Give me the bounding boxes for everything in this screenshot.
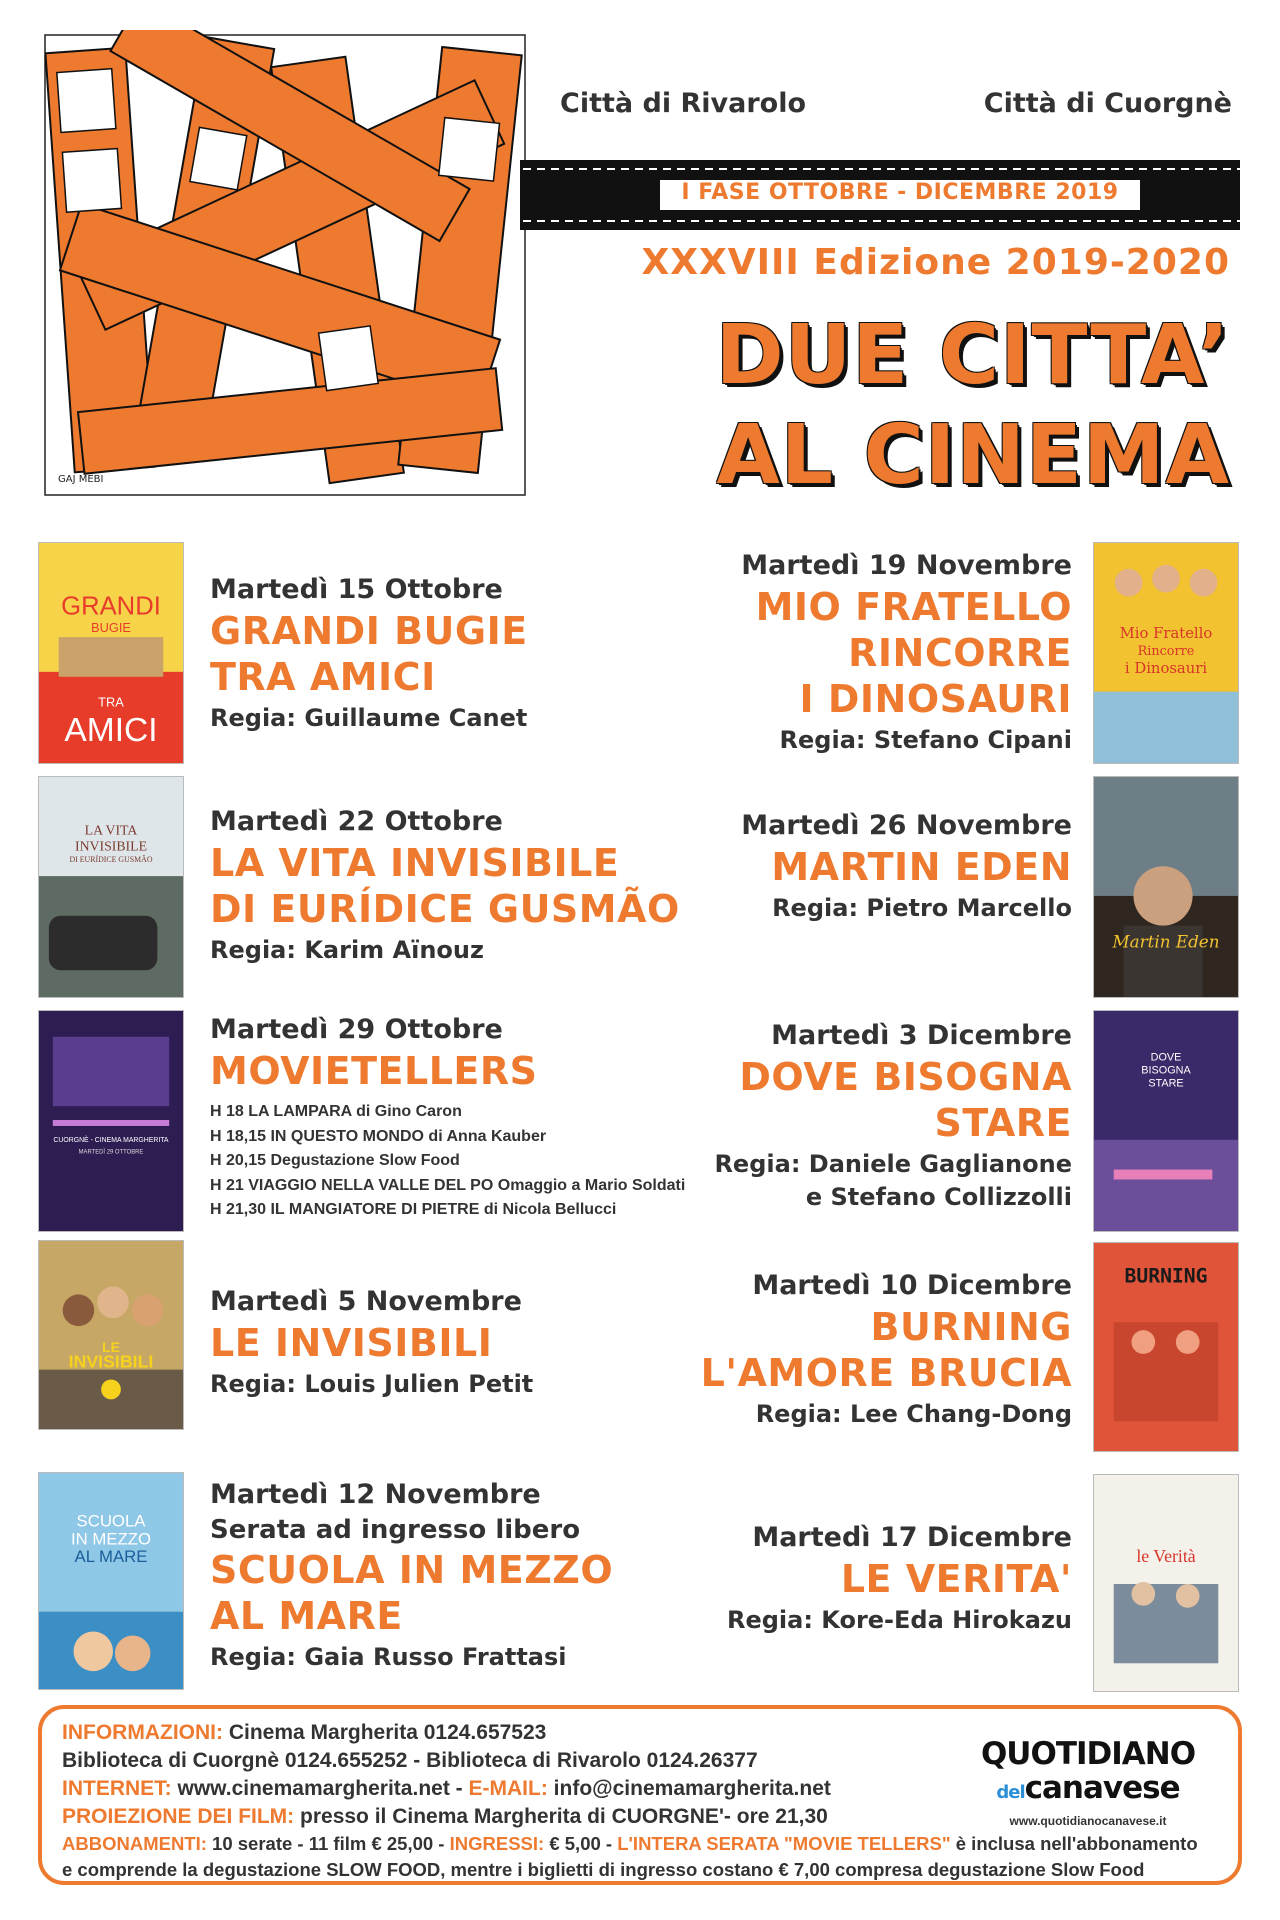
- city-rivarolo: Città di Rivarolo: [560, 88, 807, 119]
- film-director: Regia: Stefano Cipani: [779, 726, 1072, 754]
- poster-scuola-in-mezzo: [38, 1472, 184, 1690]
- film-director: Regia: Guillaume Canet: [210, 704, 528, 732]
- film-director: Regia: Louis Julien Petit: [210, 1370, 534, 1398]
- schedule-item: H 18 LA LAMPARA di Gino Caron: [210, 1103, 462, 1120]
- poster-stare-text: STARE: [1148, 1077, 1184, 1090]
- poster-euridice-text: DI EURÍDICE GUSMÃO: [69, 855, 153, 865]
- schedule-item: H 18,15 IN QUESTO MONDO di Anna Kauber: [210, 1127, 547, 1145]
- film-date: Martedì 12 Novembre: [210, 1479, 541, 1510]
- film-title: L'AMORE BRUCIA: [700, 1351, 1072, 1395]
- poster-invisibile-text: INVISIBILE: [74, 838, 148, 854]
- brand-url[interactable]: www.quotidianocanavese.it: [1009, 1814, 1167, 1828]
- poster-dove-text: DOVE: [1150, 1051, 1182, 1064]
- film-entry-vita-invisibile: [210, 804, 680, 967]
- poster-burning: [1093, 1242, 1239, 1452]
- info-line-libraries: Biblioteca di Cuorgnè 0124.655252 - Biblioteca di Rivarolo 0124.26377: [62, 1749, 758, 1772]
- poster-mio-fratello-text: Mio Fratello: [1119, 625, 1213, 643]
- film-title: I DINOSAURI: [799, 677, 1072, 721]
- schedule-item: H 21 VIAGGIO NELLA VALLE DEL PO Omaggio a Mario Soldati: [210, 1176, 686, 1194]
- film-entry-burning: [701, 1268, 1072, 1431]
- poster-vita-text: LA VITA: [84, 822, 138, 838]
- film-date: Martedì 5 Novembre: [210, 1286, 522, 1317]
- poster-grandi-text: GRANDI: [61, 592, 161, 621]
- film-title: MOVIETELLERS: [210, 1049, 538, 1093]
- poster-le-verita: [1093, 1474, 1239, 1692]
- email-link[interactable]: info@cinemamargherita.net: [553, 1777, 831, 1800]
- poster-bugie-text: BUGIE: [91, 620, 131, 636]
- film-title: DI EURÍDICE GUSMÃO: [210, 887, 680, 931]
- city-cuorgne: Città di Cuorgnè: [983, 88, 1232, 119]
- film-date: Martedì 22 Ottobre: [210, 806, 503, 837]
- film-entry-martin-eden: [741, 808, 1072, 925]
- film-title: DOVE BISOGNA: [739, 1055, 1072, 1099]
- poster-burning-text: BURNING: [1124, 1264, 1208, 1288]
- film-entry-le-verita: [727, 1520, 1072, 1637]
- poster-bisogna-text: BISOGNA: [1141, 1064, 1191, 1077]
- film-title: RINCORRE: [848, 631, 1072, 675]
- film-entry-grandi-bugie: [210, 572, 528, 735]
- film-director: Regia: Lee Chang-Dong: [755, 1400, 1072, 1428]
- film-director: Regia: Gaia Russo Frattasi: [210, 1643, 567, 1671]
- poster-grandi-bugie: [38, 542, 184, 764]
- poster-movietellers: [38, 1010, 184, 1232]
- poster-amici-text: AMICI: [64, 712, 158, 750]
- film-date: Martedì 10 Dicembre: [752, 1270, 1072, 1301]
- film-entry-le-invisibili: [210, 1284, 533, 1401]
- schedule-item: H 21,30 IL MANGIATORE DI PIETRE di Nicola Bellucci: [210, 1201, 617, 1218]
- phase-label: I FASE OTTOBRE - DICEMBRE 2019: [681, 180, 1119, 205]
- film-title: MARTIN EDEN: [771, 845, 1072, 889]
- poster-dove-bisogna-stare: [1093, 1010, 1239, 1232]
- poster-le-verita-text: le Verità: [1136, 1546, 1196, 1567]
- poster-al-mare-text: AL MARE: [74, 1547, 148, 1567]
- film-director: Regia: Karim Aïnouz: [210, 936, 484, 964]
- poster-cuorgne-text: CUORGNÈ - CINEMA MARGHERITA: [53, 1136, 169, 1144]
- film-title: SCUOLA IN MEZZO: [210, 1548, 614, 1592]
- film-title: LE VERITA': [840, 1557, 1072, 1601]
- film-date: Martedì 29 Ottobre: [210, 1014, 503, 1045]
- poster-dinosauri-text: i Dinosauri: [1124, 659, 1208, 677]
- poster-rincorre-text: Rincorre: [1137, 643, 1195, 659]
- film-director: e Stefano Collizzolli: [805, 1183, 1072, 1211]
- film-title: BURNING: [870, 1305, 1072, 1349]
- film-title: AL MARE: [210, 1594, 403, 1638]
- brand-line2: delcanavese: [996, 1770, 1180, 1806]
- info-line-slowfood: e comprende la degustazione SLOW FOOD, mentre i biglietti di ingresso costano € 7,00 compresa degustazione Slow Food: [62, 1859, 1145, 1880]
- poster-mio-fratello: [1093, 542, 1239, 764]
- film-title: LA VITA INVISIBILE: [210, 841, 620, 885]
- film-title: STARE: [934, 1101, 1072, 1145]
- schedule-list: [210, 1100, 685, 1223]
- film-date: Martedì 3 Dicembre: [771, 1020, 1072, 1051]
- film-director: Regia: Pietro Marcello: [772, 894, 1072, 922]
- film-title: GRANDI BUGIE: [210, 609, 528, 653]
- film-date: Martedì 15 Ottobre: [210, 574, 503, 605]
- poster-invisibili-text: INVISIBILI: [68, 1351, 154, 1372]
- film-title: LE INVISIBILI: [210, 1321, 493, 1365]
- festival-title-line2: AL CINEMA: [716, 408, 1230, 503]
- film-title: TRA AMICI: [210, 655, 436, 699]
- film-note: Serata ad ingresso libero: [210, 1515, 581, 1545]
- svg-text:GAJ MEBI: GAJ MEBI: [58, 474, 104, 485]
- film-entry-dove-bisogna-stare: [714, 1018, 1072, 1214]
- poster-scuola-text: SCUOLA: [76, 1511, 146, 1531]
- brand-line1: QUOTIDIANO: [980, 1736, 1196, 1772]
- poster-martin-eden-text: Martin Eden: [1112, 931, 1220, 952]
- info-line-screening: PROIEZIONE DEI FILM: presso il Cinema Margherita di CUORGNE'- ore 21,30: [62, 1805, 828, 1828]
- poster-in-mezzo-text: IN MEZZO: [70, 1529, 152, 1549]
- film-entry-movietellers: [210, 1012, 685, 1223]
- info-box: [38, 1705, 1242, 1885]
- film-date: Martedì 17 Dicembre: [752, 1522, 1072, 1553]
- film-title: MIO FRATELLO: [755, 585, 1072, 629]
- poster-le-invisibili: [38, 1240, 184, 1430]
- poster-vita-invisibile: [38, 776, 184, 998]
- film-date: Martedì 19 Novembre: [741, 550, 1072, 581]
- website-link[interactable]: www.cinemamargherita.net -: [177, 1777, 463, 1800]
- film-director: Regia: Daniele Gaglianone: [714, 1150, 1072, 1178]
- info-line-phone: INFORMAZIONI: Cinema Margherita 0124.657523: [62, 1721, 547, 1744]
- edition-label: XXXVIII Edizione 2019-2020: [641, 242, 1230, 283]
- film-entry-mio-fratello: [741, 548, 1072, 757]
- festival-title-line1: DUE CITTA’: [715, 308, 1230, 403]
- film-director: Regia: Kore-Eda Hirokazu: [726, 1606, 1072, 1634]
- info-line-prices: ABBONAMENTI: 10 serate - 11 film € 25,00 - INGRESSI: € 5,00 - L'INTERA SERATA "MOVIE TELLERS" è inclusa nell'abbonamento: [62, 1833, 1198, 1854]
- poster-date-text: MARTEDÌ 29 OTTOBRE: [78, 1149, 144, 1156]
- film-entry-scuola-in-mezzo: [210, 1477, 613, 1674]
- poster-martin-eden: [1093, 776, 1239, 998]
- info-line-internet: INTERNET: www.cinemamargherita.net - E-MAIL: info@cinemamargherita.net: [62, 1777, 831, 1800]
- schedule-item: H 20,15 Degustazione Slow Food: [210, 1152, 460, 1169]
- poster-le-text: LE: [102, 1338, 120, 1355]
- film-date: Martedì 26 Novembre: [741, 810, 1072, 841]
- poster-tra-text: TRA: [98, 694, 124, 710]
- quotidiano-canavese-logo: [978, 1737, 1198, 1828]
- film-reel-logo: [40, 30, 530, 500]
